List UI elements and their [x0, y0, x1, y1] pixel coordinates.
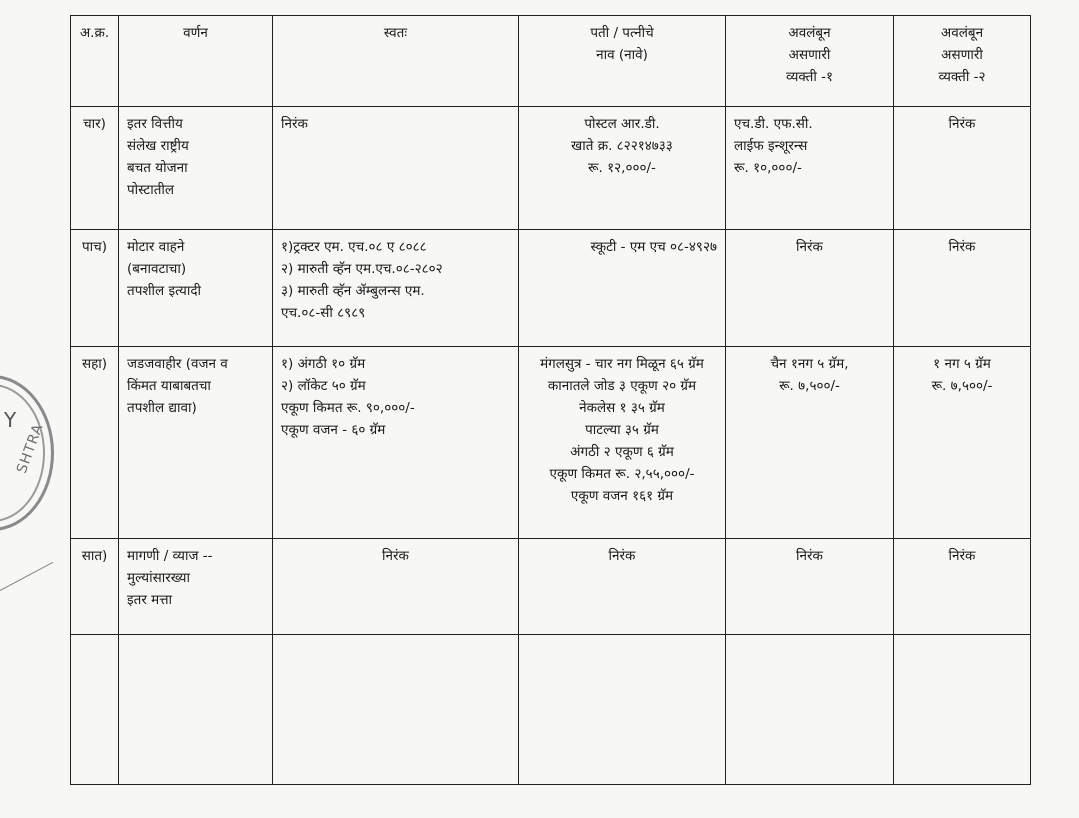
row-number: पाच): [71, 230, 119, 347]
row-dependent-2: [894, 635, 1031, 785]
row-dependent-2: १ नग ५ ग्रॅम रू. ७,५००/-: [894, 347, 1031, 539]
header-description: वर्णन: [119, 16, 273, 107]
seal-letter: Y: [4, 408, 17, 432]
row-spouse: मंगलसुत्र - चार नग मिळून ६५ ग्रॅम कानातले जोड ३ एकूण २० ग्रॅम नेकलेस १ ३५ ग्रॅम पाटल्या ३५ ग्रॅम अंगठी २ एकूण ६ ग्रॅम एकूण किमत रू. २,५५,०००/- एकूण वजन १६१ ग्रॅम: [519, 347, 726, 539]
row-self: १)ट्रक्टर एम. एच.०८ ए ८०८८ २) मारुती व्हॅन एम.एच.०८-२८०२ ३) मारुती व्हॅन ॲम्बुलन्स एम. एच.०८-सी ८९८९: [273, 230, 519, 347]
table-row: [71, 230, 1031, 347]
row-number: सहा): [71, 347, 119, 539]
seal-text: SHTRA: [14, 421, 47, 476]
row-description: मागणी / व्याज -- मुल्यांसारख्या इतर मत्ता: [119, 539, 273, 635]
row-description: जडजवाहीर (वजन व किंमत याबाबतचा तपशील द्यावा): [119, 347, 273, 539]
signature-stroke: [0, 562, 53, 591]
row-number: चार): [71, 107, 119, 230]
header-dependent-2: अवलंबून असणारी व्यक्ती -२: [894, 16, 1031, 107]
row-description: मोटार वाहने (बनावटाचा) तपशील इत्यादी: [119, 230, 273, 347]
row-spouse: निरंक: [519, 539, 726, 635]
row-self: १) अंगठी १० ग्रॅम २) लॉकेट ५० ग्रॅम एकूण किमत रू. ९०,०००/- एकूण वजन - ६० ग्रॅम: [273, 347, 519, 539]
row-spouse: स्कूटी - एम एच ०८-४९२७: [519, 230, 726, 347]
table-row: [71, 347, 1031, 539]
row-dependent-1: निरंक: [726, 230, 894, 347]
row-number: [71, 635, 119, 785]
row-self: निरंक: [273, 107, 519, 230]
assets-table: [70, 15, 1031, 785]
row-dependent-1: एच.डी. एफ.सी. लाईफ इन्शूरन्स रू. १०,०००/-: [726, 107, 894, 230]
row-number: सात): [71, 539, 119, 635]
row-dependent-2: निरंक: [894, 230, 1031, 347]
row-dependent-2: निरंक: [894, 107, 1031, 230]
table-row-empty: [71, 635, 1031, 785]
table-row: [71, 107, 1031, 230]
header-spouse: पती / पत्नीचे नाव (नावे): [519, 16, 726, 107]
header-dependent-1: अवलंबून असणारी व्यक्ती -१: [726, 16, 894, 107]
row-spouse: [519, 635, 726, 785]
header-self: स्वतः: [273, 16, 519, 107]
row-description: [119, 635, 273, 785]
row-description: इतर वित्तीय संलेख राष्ट्रीय बचत योजना पोस्टातील: [119, 107, 273, 230]
row-dependent-1: [726, 635, 894, 785]
row-dependent-1: चैन १नग ५ ग्रॅम, रू. ७,५००/-: [726, 347, 894, 539]
row-self: [273, 635, 519, 785]
row-dependent-2: निरंक: [894, 539, 1031, 635]
row-dependent-1: निरंक: [726, 539, 894, 635]
table-header-row: [71, 16, 1031, 107]
row-spouse: पोस्टल आर.डी. खाते क्र. ८२२१४७३३ रू. १२,०००/-: [519, 107, 726, 230]
table-row: [71, 539, 1031, 635]
header-sr-no: अ.क्र.: [71, 16, 119, 107]
row-self: निरंक: [273, 539, 519, 635]
